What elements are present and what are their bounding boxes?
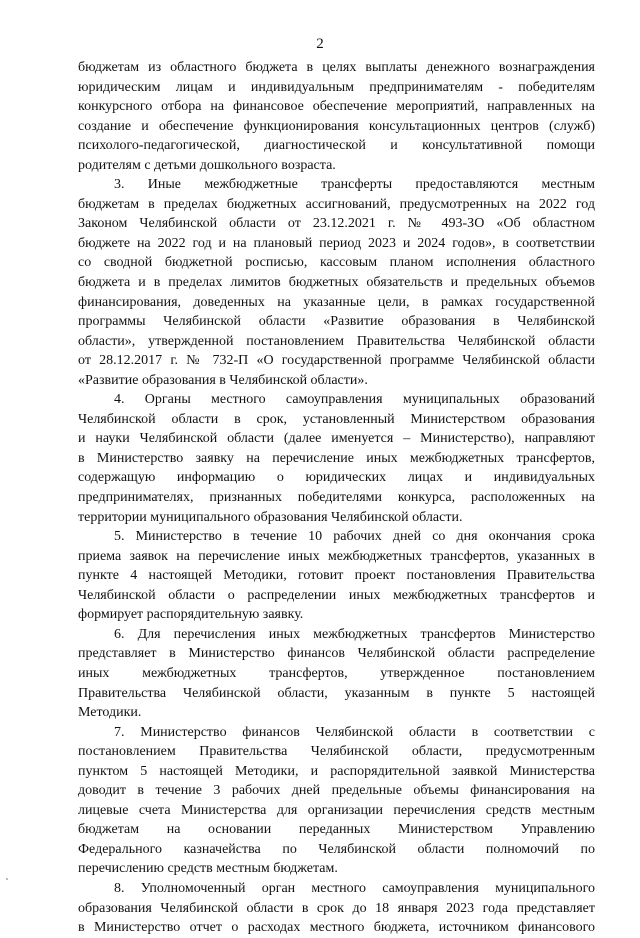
paragraph-4-start: 4. Органы местного самоуправления муниципальных образований	[114, 392, 595, 408]
document-body	[78, 58, 595, 938]
text-line: лицевые счета Министерства для организации перечисления средств местным	[78, 802, 595, 818]
text-line: от 28.12.2017 г. № 732-П «О государственной программе Челябинской области	[78, 353, 595, 369]
text-line: представляет в Министерство финансов Челябинской области распределение	[78, 646, 595, 662]
text-line: приема заявок на перечисление иных межбюджетных трансфертов, указанных в	[78, 548, 595, 564]
text-line: Законом Челябинской области от 23.12.2021 г. № 493-ЗО «Об областном	[78, 216, 595, 232]
text-line: программы Челябинской области «Развитие образования в Челябинской	[78, 314, 595, 330]
text-line: пунктом 5 настоящей Методики, и распорядительной заявкой Министерства	[78, 763, 595, 779]
text-line: предпринимателях, признанных победителями конкурса, расположенных на	[78, 490, 595, 506]
paragraph-7-start: 7. Министерство финансов Челябинской области в соответствии с	[114, 724, 595, 740]
text-line: доводит в течение 3 рабочих дней предельные объемы финансирования на	[78, 783, 595, 799]
text-line: бюджетам в пределах бюджетных ассигнований, предусмотренных на 2022 год	[78, 196, 595, 212]
text-line: родителям с детьми дошкольного возраста.	[78, 157, 336, 173]
text-line: перечислению средств местным бюджетам.	[78, 861, 338, 877]
text-line: создание и обеспечение функционирования консультационных центров (служб)	[78, 118, 595, 134]
text-line: Федерального казначейства по Челябинской области полномочий по	[78, 841, 595, 857]
text-line: психолого-педагогической, диагностической и консультативной помощи	[78, 138, 595, 154]
paragraph-3-start: 3. Иные межбюджетные трансферты предоставляются местным	[114, 177, 595, 193]
text-line: формирует распорядительную заявку.	[78, 607, 304, 623]
text-line: «Развитие образования в Челябинской области».	[78, 372, 368, 388]
paragraph-6-start: 6. Для перечисления иных межбюджетных трансфертов Министерство	[114, 626, 595, 642]
text-line: территории муниципального образования Челябинской области.	[78, 509, 463, 525]
text-line: юридическим лицам и индивидуальным предпринимателям - победителям	[78, 79, 595, 95]
text-line: финансирования, доведенных на указанные цели, в рамках государственной	[78, 294, 595, 310]
text-line: содержащую информацию о юридических лицах и индивидуальных	[78, 470, 595, 486]
text-line: бюджета и в пределах лимитов бюджетных обязательств и предельных объемов	[78, 275, 595, 291]
scan-speck	[6, 878, 8, 880]
text-line: бюджете на 2022 год и на плановый период 2023 и 2024 годов», в соответствии	[78, 235, 595, 251]
paragraph-5-start: 5. Министерство в течение 10 рабочих дней со дня окончания срока	[114, 529, 595, 545]
text-line: Челябинской области в срок, установленный Министерством образования	[78, 411, 595, 427]
text-line: Правительства Челябинской области, указанным в пункте 5 настоящей	[78, 685, 595, 701]
text-line: в Министерство отчет о расходах местного бюджета, источником финансового	[78, 920, 595, 936]
text-line: и науки Челябинской области (далее именуется – Министерство), направляют	[78, 431, 595, 447]
text-line: бюджетам из областного бюджета в целях выплаты денежного вознаграждения	[78, 60, 595, 75]
paragraph-8-start: 8. Уполномоченный орган местного самоуправления муниципального	[114, 880, 595, 896]
text-line: бюджетам на основании переданных Министерством Управлению	[78, 822, 595, 838]
text-line: постановлением Правительства Челябинской области, предусмотренным	[78, 744, 595, 760]
text-line: образования Челябинской области в срок до 18 января 2023 года представляет	[78, 900, 595, 916]
text-line: Челябинской области о распределении иных межбюджетных трансфертов и	[78, 587, 595, 603]
text-line: Методики.	[78, 705, 142, 721]
text-line: иных межбюджетных трансфертов, утвержденное постановлением	[78, 665, 595, 681]
text-line: конкурсного отбора на финансовое обеспечение мероприятий, направленных на	[78, 99, 595, 115]
text-line: со сводной бюджетной росписью, кассовым планом исполнения областного	[78, 255, 595, 271]
text-line: в Министерство заявку на перечисление иных межбюджетных трансфертов,	[78, 450, 595, 466]
page-number: 2	[316, 36, 324, 52]
text-line: области», утвержденной постановлением Правительства Челябинской области	[78, 333, 595, 349]
text-line: пункте 4 настоящей Методики, готовит проект постановления Правительства	[78, 568, 595, 584]
